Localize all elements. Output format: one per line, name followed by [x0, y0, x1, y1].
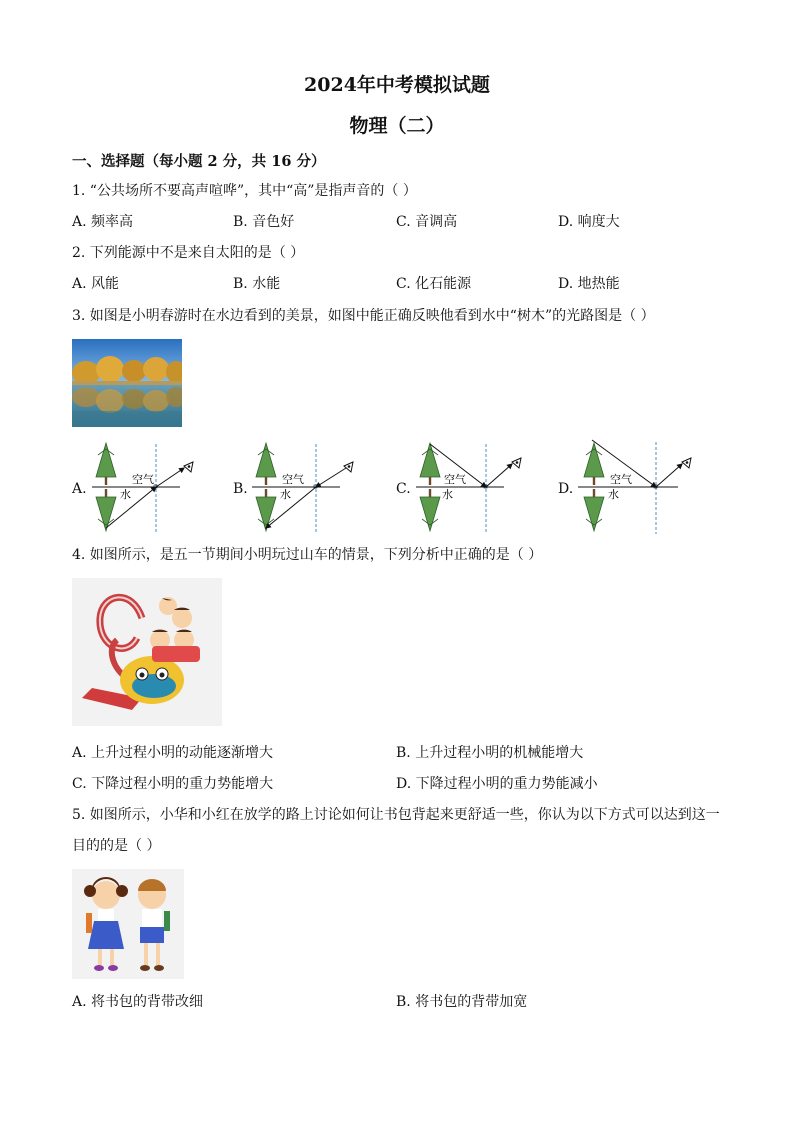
exam-title: 2024年中考模拟试题	[304, 74, 490, 96]
question-4-stem: 4. 如图所示，是五一节期间小明玩过山车的情景，下列分析中正确的是（ ）	[72, 547, 543, 563]
question-2-stem: 2. 下列能源中不是来自太阳的是（ ）	[72, 245, 305, 261]
diagram-b-water-label: 水	[280, 488, 291, 501]
students-illustration	[72, 869, 184, 979]
question-5-stem-line2: 目的的是（ ）	[72, 838, 161, 854]
question-2-option-a: A. 风能	[72, 276, 120, 292]
question-4-option-a: A. 上升过程小明的动能逐渐增大	[72, 745, 274, 761]
lake-photo	[72, 339, 182, 427]
diagram-d-water-label: 水	[608, 488, 619, 501]
optics-diagram-b	[248, 438, 360, 538]
diagram-b-letter: B.	[233, 481, 248, 497]
section-heading: 一、选择题（每小题 2 分，共 16 分）	[72, 153, 326, 170]
diagram-c-letter: C.	[396, 481, 411, 497]
diagram-c-air-label: 空气	[444, 473, 466, 486]
diagram-a-letter: A.	[72, 481, 87, 497]
question-4-option-d: D. 下降过程小明的重力势能减小	[396, 776, 598, 792]
question-1-option-a: A. 频率高	[72, 214, 134, 230]
diagram-c-water-label: 水	[442, 488, 453, 501]
question-1-option-c: C. 音调高	[396, 214, 458, 230]
question-1-option-d: D. 响度大	[558, 214, 620, 230]
question-4-option-c: C. 下降过程小明的重力势能增大	[72, 776, 274, 792]
optics-diagram-c	[412, 438, 527, 538]
question-5-option-b: B. 将书包的背带加宽	[396, 994, 528, 1010]
exam-subtitle: 物理（二）	[349, 115, 445, 137]
question-2-option-c: C. 化石能源	[396, 276, 472, 292]
diagram-b-air-label: 空气	[282, 473, 304, 486]
diagram-d-air-label: 空气	[610, 473, 632, 486]
question-5-stem-line1: 5. 如图所示，小华和小红在放学的路上讨论如何让书包背起来更舒适一些，你认为以下方式可以达到这一	[72, 807, 720, 823]
question-3-stem: 3. 如图是小明春游时在水边看到的美景，如图中能正确反映他看到水中“树木”的光路图是（ ）	[72, 308, 655, 324]
question-1-stem: 1. “公共场所不要高声喧哗”，其中“高”是指声音的（ ）	[72, 183, 417, 199]
question-4-option-b: B. 上升过程小明的机械能增大	[396, 745, 584, 761]
roller-coaster-illustration	[72, 578, 222, 726]
diagram-a-air-label: 空气	[132, 473, 154, 486]
question-2-option-d: D. 地热能	[558, 276, 620, 292]
question-2-option-b: B. 水能	[233, 276, 281, 292]
diagram-d-letter: D.	[558, 481, 574, 497]
question-5-option-a: A. 将书包的背带改细	[72, 994, 204, 1010]
optics-diagram-d	[574, 436, 696, 538]
optics-diagram-a	[88, 438, 198, 538]
question-1-option-b: B. 音色好	[233, 214, 295, 230]
diagram-a-water-label: 水	[120, 488, 131, 501]
